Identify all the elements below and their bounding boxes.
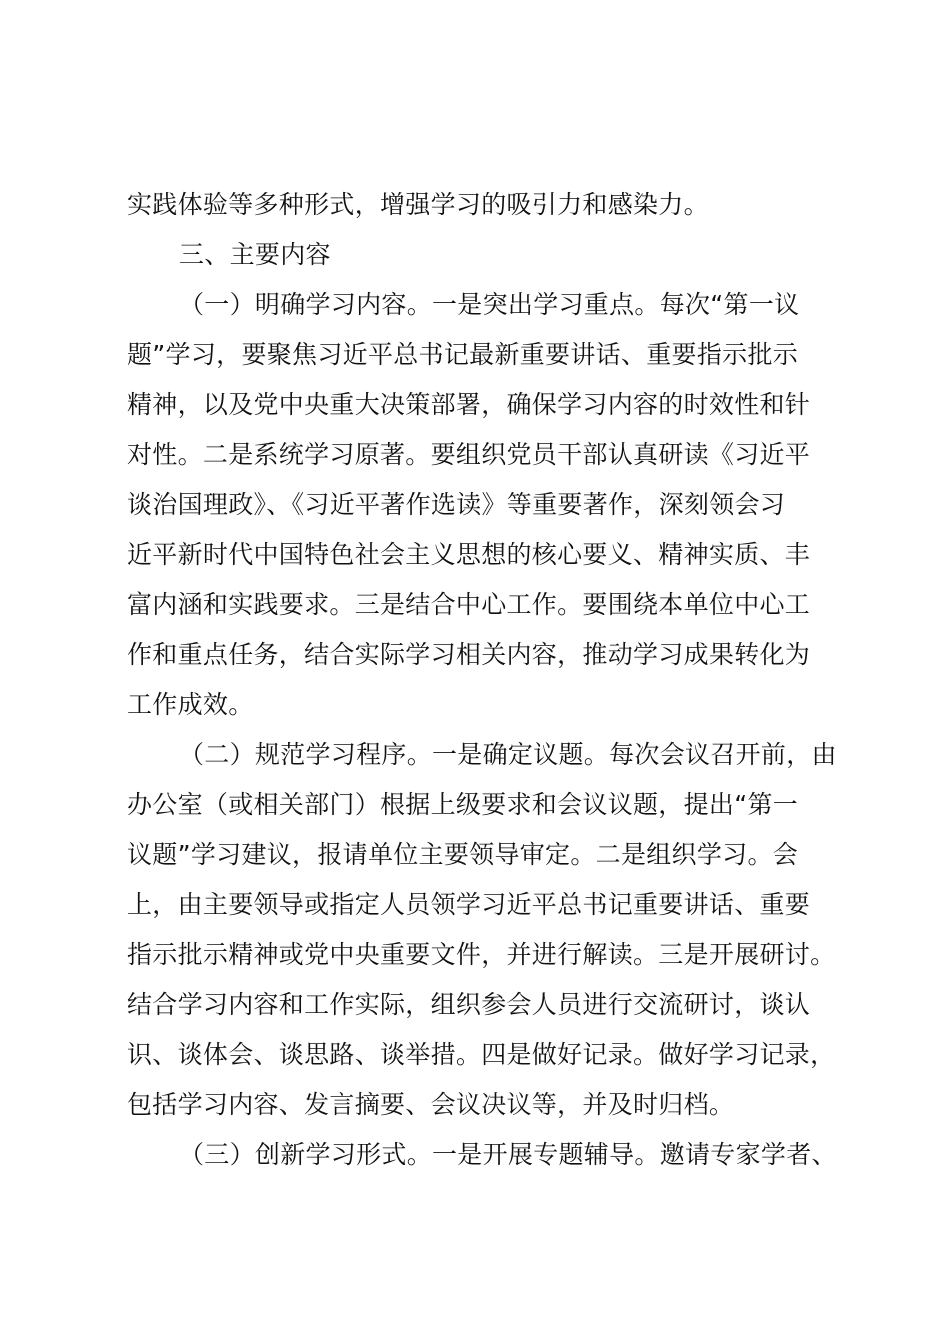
- text-line: 富内涵和实践要求。三是结合中心工作。要围绕本单位中心工: [127, 590, 811, 619]
- text-line: 指示批示精神或党中央重要文件，并进行解读。三是开展研讨。: [127, 940, 836, 969]
- paragraph-start: （二）规范学习程序。一是确定议题。每次会议召开前，由: [179, 740, 837, 769]
- text-line: 谈治国理政》、《习近平著作选读》等重要著作，深刻领会习: [127, 490, 786, 519]
- text-line: 办公室（或相关部门）根据上级要求和会议议题，提出“第一: [127, 790, 799, 819]
- paragraph-start: （一）明确学习内容。一是突出学习重点。每次“第一议: [179, 290, 800, 319]
- text-line: 结合学习内容和工作实际，组织参会人员进行交流研讨，谈认: [127, 990, 811, 1019]
- text-line: 工作成效。: [127, 690, 254, 719]
- text-line: 实践体验等多种形式，增强学习的吸引力和感染力。: [127, 190, 709, 219]
- text-line: 识、谈体会、谈思路、谈举措。四是做好记录。做好学习记录，: [127, 1040, 836, 1069]
- text-line: 作和重点任务，结合实际学习相关内容，推动学习成果转化为: [127, 640, 811, 669]
- text-line: 上，由主要领导或指定人员领学习近平总书记重要讲话、重要: [127, 890, 811, 919]
- text-line: 近平新时代中国特色社会主义思想的核心要义、精神实质、丰: [127, 540, 811, 569]
- text-line: 对性。二是系统学习原著。要组织党员干部认真研读《习近平: [127, 440, 811, 469]
- text-line: 题”学习，要聚焦习近平总书记最新重要讲话、重要指示批示: [127, 340, 799, 369]
- text-line: 精神，以及党中央重大决策部署，确保学习内容的时效性和针: [127, 390, 811, 419]
- text-line: 包括学习内容、发言摘要、会议决议等，并及时归档。: [127, 1090, 735, 1119]
- section-heading: 三、主要内容: [179, 240, 331, 269]
- document-body: [127, 180, 837, 1180]
- text-line: 议题”学习建议，报请单位主要领导审定。二是组织学习。会: [127, 840, 799, 869]
- paragraph-start: （三）创新学习形式。一是开展专题辅导。邀请专家学者、: [179, 1140, 837, 1169]
